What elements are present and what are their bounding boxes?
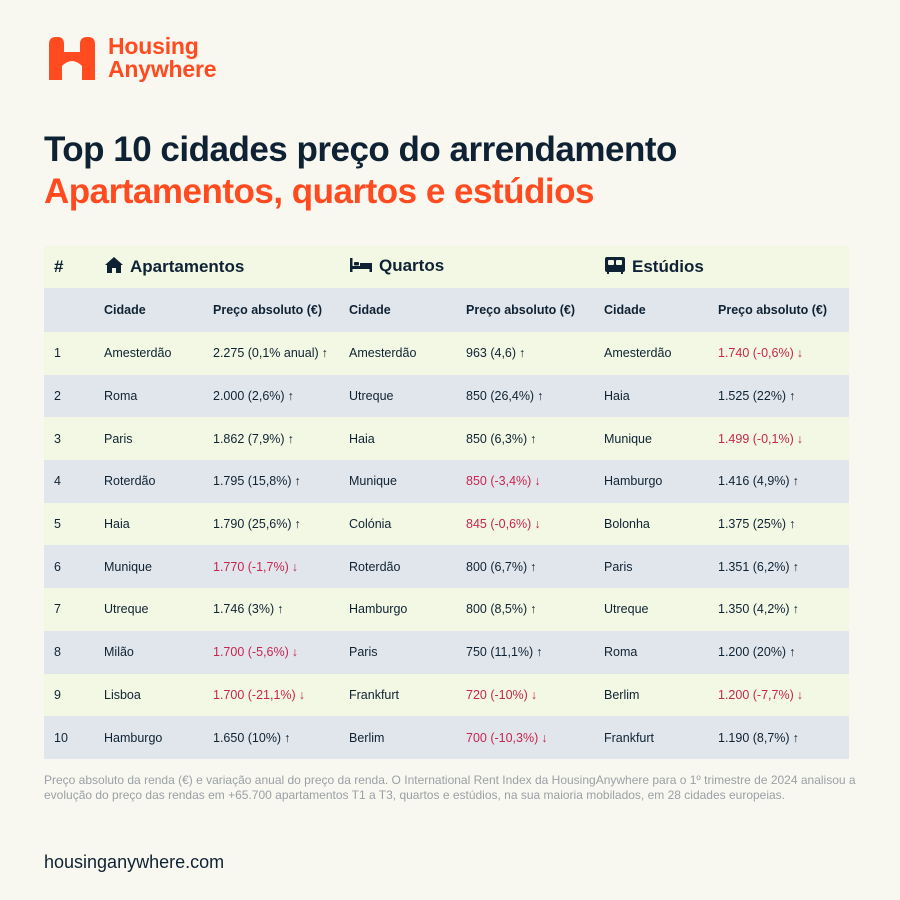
apartamentos-price-value: 1.795 (15,8%) [213, 474, 292, 489]
apartamentos-price-value: 1.700 (-5,6%) [213, 645, 289, 660]
sofa-icon [604, 256, 626, 279]
arrow-down-icon: ↓ [291, 645, 298, 660]
house-icon [104, 256, 124, 279]
column-header-row [44, 288, 849, 332]
arrow-up-icon: ↑ [536, 645, 543, 660]
table-row [44, 417, 849, 460]
arrow-up-icon: ↑ [792, 559, 799, 574]
estudios-city-cell: Frankfurt [604, 730, 655, 745]
apartamentos-price-cell [203, 631, 339, 674]
arrow-up-icon: ↑ [287, 431, 294, 446]
brand-name-line2: Anywhere [108, 56, 217, 82]
apartamentos-price-cell [203, 674, 339, 717]
table-row [44, 674, 849, 717]
footnote: Preço absoluto da renda (€) e variação anual do preço da renda. O International Rent Index da HousingAnywhere para o 1º trimestre de 2024 analisou a evolução do preço das rendas em +65.700 apartamentos T1 a T3, quartos e estúdios, na sua maioria mobilados, em 28 cidades europeias. [44, 773, 856, 802]
apartamentos-price-cell [203, 588, 339, 631]
table-body [44, 332, 849, 759]
apartamentos-price-cell [203, 716, 339, 759]
quartos-city-cell: Munique [349, 474, 397, 489]
table-row [44, 545, 849, 588]
apartamentos-city-cell: Paris [104, 431, 133, 446]
quartos-price-cell [456, 588, 594, 631]
apartamentos-price-cell [203, 332, 339, 375]
apartamentos-price-cell [203, 545, 339, 588]
table-row [44, 503, 849, 546]
quartos-price-cell [456, 503, 594, 546]
estudios-price-value: 1.350 (4,2%) [718, 602, 790, 617]
estudios-city-cell: Berlim [604, 687, 640, 702]
arrow-down-icon: ↓ [796, 687, 803, 702]
apartamentos-city-cell: Hamburgo [104, 730, 163, 745]
quartos-price-value: 850 (26,4%) [466, 389, 535, 404]
estudios-city-cell: Bolonha [604, 517, 650, 532]
quartos-price-cell [456, 417, 594, 460]
quartos-price-value: 963 (4,6) [466, 346, 517, 361]
quartos-price-value: 845 (-0,6%) [466, 517, 532, 532]
arrow-up-icon: ↑ [530, 431, 537, 446]
apartamentos-price-value: 2.000 (2,6%) [213, 389, 285, 404]
estudios-city-cell: Amesterdão [604, 346, 672, 361]
table-row [44, 460, 849, 503]
group-header-quartos [339, 246, 594, 288]
brand-name [108, 35, 216, 81]
table-row [44, 631, 849, 674]
rank-cell: 5 [54, 517, 61, 532]
arrow-up-icon: ↑ [789, 517, 796, 532]
arrow-up-icon: ↑ [284, 730, 291, 745]
apartamentos-price-value: 1.746 (3%) [213, 602, 275, 617]
quartos-city-cell: Paris [349, 645, 378, 660]
apartamentos-city-cell: Munique [104, 559, 152, 574]
quartos-price-cell [456, 545, 594, 588]
quartos-city-cell: Berlim [349, 730, 385, 745]
arrow-up-icon: ↑ [792, 730, 799, 745]
bed-icon [349, 257, 373, 278]
estudios-city-cell: Munique [604, 431, 652, 446]
brand-name-line1: Housing [108, 33, 199, 59]
quartos-city-cell: Colónia [349, 517, 392, 532]
quartos-price-value: 800 (6,7%) [466, 559, 528, 574]
group-header-row [44, 246, 849, 288]
apartamentos-price-cell [203, 375, 339, 418]
brand-logo [46, 34, 216, 82]
apartamentos-price-value: 1.862 (7,9%) [213, 431, 285, 446]
quartos-price-value: 720 (-10%) [466, 687, 528, 702]
rent-table [44, 246, 849, 759]
apartamentos-city-cell: Amesterdão [104, 346, 172, 361]
table-row [44, 375, 849, 418]
estudios-price-header: Preço absoluto (€) [718, 303, 828, 317]
arrow-up-icon: ↑ [277, 602, 284, 617]
quartos-price-cell [456, 332, 594, 375]
estudios-city-cell: Hamburgo [604, 474, 663, 489]
apartamentos-price-value: 2.275 (0,1% anual) [213, 346, 319, 361]
estudios-city-cell: Roma [604, 645, 638, 660]
estudios-price-value: 1.499 (-0,1%) [718, 431, 794, 446]
apartamentos-price-value: 1.790 (25,6%) [213, 517, 292, 532]
arrow-down-icon: ↓ [298, 687, 305, 702]
group-header-estudios [594, 246, 849, 288]
table-row [44, 332, 849, 375]
quartos-price-cell [456, 460, 594, 503]
apartamentos-city-cell: Utreque [104, 602, 149, 617]
estudios-price-value: 1.525 (22%) [718, 389, 787, 404]
estudios-price-cell [708, 545, 849, 588]
quartos-price-value: 750 (11,1%) [466, 645, 534, 660]
rank-subheader [44, 288, 94, 332]
rank-cell: 9 [54, 687, 61, 702]
apartamentos-price-header: Preço absoluto (€) [213, 303, 323, 317]
apartamentos-city-cell: Roterdão [104, 474, 156, 489]
estudios-price-value: 1.416 (4,9%) [718, 474, 790, 489]
estudios-price-value: 1.200 (-7,7%) [718, 687, 794, 702]
arrow-up-icon: ↑ [792, 474, 799, 489]
estudios-price-value: 1.200 (20%) [718, 645, 787, 660]
quartos-city-cell: Utreque [349, 389, 394, 404]
arrow-up-icon: ↑ [287, 389, 294, 404]
quartos-city-cell: Roterdão [349, 559, 401, 574]
housinganywhere-logo-icon [46, 34, 98, 82]
arrow-down-icon: ↓ [534, 517, 541, 532]
estudios-price-cell [708, 588, 849, 631]
estudios-price-value: 1.740 (-0,6%) [718, 346, 794, 361]
website-link[interactable]: housinganywhere.com [44, 852, 225, 872]
quartos-city-header: Cidade [349, 303, 391, 317]
quartos-city-cell: Haia [349, 431, 375, 446]
table-row [44, 588, 849, 631]
arrow-down-icon: ↓ [541, 730, 548, 745]
apartamentos-price-value: 1.700 (-21,1%) [213, 687, 296, 702]
apartamentos-city-header: Cidade [104, 303, 146, 317]
table-row [44, 716, 849, 759]
quartos-city-cell: Hamburgo [349, 602, 408, 617]
apartamentos-price-cell [203, 417, 339, 460]
page-subtitle: Apartamentos, quartos e estúdios [44, 172, 594, 211]
group-label-apartamentos: Apartamentos [130, 256, 245, 276]
estudios-city-cell: Paris [604, 559, 633, 574]
rank-cell: 2 [54, 389, 61, 404]
estudios-city-cell: Utreque [604, 602, 649, 617]
arrow-up-icon: ↑ [321, 346, 328, 361]
rank-cell: 1 [54, 346, 61, 361]
estudios-price-cell [708, 716, 849, 759]
quartos-price-cell [456, 716, 594, 759]
apartamentos-price-value: 1.650 (10%) [213, 730, 282, 745]
apartamentos-city-cell: Haia [104, 517, 130, 532]
quartos-price-value: 850 (-3,4%) [466, 474, 532, 489]
apartamentos-price-value: 1.770 (-1,7%) [213, 559, 289, 574]
page-title: Top 10 cidades preço do arrendamento [44, 130, 677, 169]
quartos-city-cell: Frankfurt [349, 687, 400, 702]
group-label-estudios: Estúdios [632, 256, 704, 276]
apartamentos-price-cell [203, 460, 339, 503]
apartamentos-city-cell: Roma [104, 389, 138, 404]
estudios-city-header: Cidade [604, 303, 646, 317]
estudios-price-value: 1.375 (25%) [718, 517, 787, 532]
group-header-apartamentos [94, 246, 339, 288]
arrow-down-icon: ↓ [796, 431, 803, 446]
quartos-price-cell [456, 674, 594, 717]
arrow-up-icon: ↑ [789, 389, 796, 404]
quartos-city-cell: Amesterdão [349, 346, 417, 361]
apartamentos-city-cell: Milão [104, 645, 134, 660]
quartos-price-value: 850 (6,3%) [466, 431, 528, 446]
rank-cell: 4 [54, 474, 61, 489]
rank-header: # [54, 257, 64, 276]
arrow-up-icon: ↑ [294, 474, 301, 489]
arrow-up-icon: ↑ [530, 602, 537, 617]
rank-cell: 6 [54, 559, 61, 574]
quartos-price-header: Preço absoluto (€) [466, 303, 576, 317]
estudios-price-cell [708, 503, 849, 546]
arrow-down-icon: ↓ [534, 474, 541, 489]
group-label-quartos: Quartos [379, 256, 445, 276]
apartamentos-price-cell [203, 503, 339, 546]
estudios-price-cell [708, 332, 849, 375]
arrow-down-icon: ↓ [530, 687, 538, 702]
arrow-down-icon: ↓ [291, 559, 298, 574]
estudios-city-cell: Haia [604, 389, 630, 404]
arrow-down-icon: ↓ [796, 346, 803, 361]
rank-cell: 7 [54, 602, 61, 617]
estudios-price-cell [708, 460, 849, 503]
estudios-price-cell [708, 631, 849, 674]
rank-cell: 3 [54, 431, 61, 446]
rank-cell: 8 [54, 645, 61, 660]
arrow-up-icon: ↑ [537, 389, 544, 404]
quartos-price-value: 800 (8,5%) [466, 602, 528, 617]
quartos-price-cell [456, 375, 594, 418]
rank-cell: 10 [54, 730, 68, 745]
arrow-up-icon: ↑ [789, 645, 796, 660]
apartamentos-city-cell: Lisboa [104, 687, 141, 702]
estudios-price-cell [708, 417, 849, 460]
estudios-price-cell [708, 674, 849, 717]
estudios-price-value: 1.190 (8,7%) [718, 730, 790, 745]
arrow-up-icon: ↑ [294, 517, 301, 532]
arrow-up-icon: ↑ [519, 346, 526, 361]
arrow-up-icon: ↑ [530, 559, 537, 574]
estudios-price-cell [708, 375, 849, 418]
estudios-price-value: 1.351 (6,2%) [718, 559, 790, 574]
arrow-up-icon: ↑ [792, 602, 799, 617]
quartos-price-value: 700 (-10,3%) [466, 730, 539, 745]
quartos-price-cell [456, 631, 594, 674]
